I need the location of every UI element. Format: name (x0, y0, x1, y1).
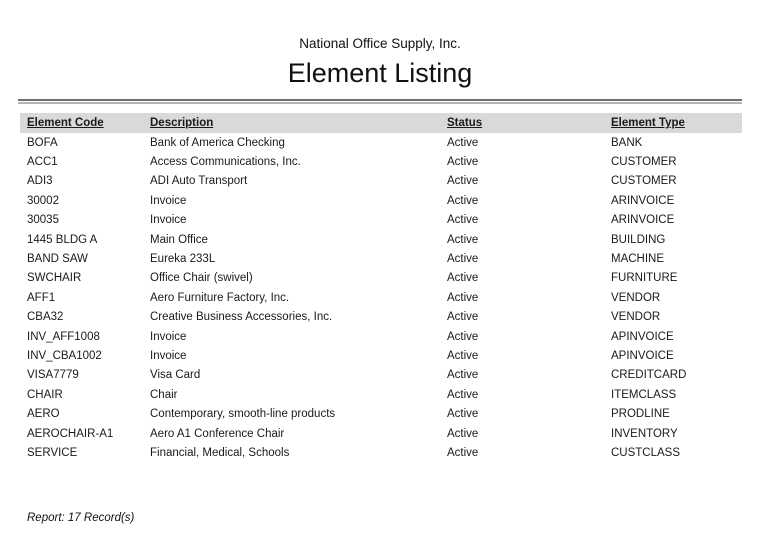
cell-status: Active (447, 369, 479, 382)
cell-status: Active (447, 156, 479, 169)
cell-element-code: BOFA (27, 136, 58, 149)
cell-status: Active (447, 330, 479, 343)
cell-element-code: SERVICE (27, 446, 78, 459)
cell-element-code: CHAIR (27, 388, 63, 401)
cell-description: Bank of America Checking (150, 136, 285, 149)
header-divider (18, 99, 742, 104)
page-title: Element Listing (287, 58, 473, 88)
cell-status: Active (447, 175, 479, 188)
table-row (20, 346, 742, 365)
cell-status: Active (447, 233, 479, 246)
cell-element-code: ADI3 (27, 175, 53, 188)
cell-status: Active (447, 408, 479, 421)
column-header-label: Element Code (27, 117, 104, 129)
cell-element-code: AEROCHAIR-A1 (27, 427, 114, 440)
cell-element-code: 1445 BLDG A (27, 233, 98, 246)
cell-status: Active (447, 311, 479, 324)
table-row (20, 366, 742, 385)
table-row (20, 443, 742, 462)
column-header-label: Element Type (611, 117, 685, 129)
table-row (20, 327, 742, 346)
cell-element-type: BUILDING (611, 233, 666, 246)
table-row (20, 424, 742, 443)
cell-element-code: AERO (27, 408, 60, 421)
table-row (20, 133, 742, 152)
column-header-element-code (20, 117, 143, 129)
table-header-row (20, 113, 742, 133)
cell-element-type: PRODLINE (611, 408, 670, 421)
cell-element-code: AFF1 (27, 291, 56, 304)
cell-element-code: ACC1 (27, 156, 58, 169)
cell-element-type: APINVOICE (611, 349, 674, 362)
table-row (20, 211, 742, 230)
cell-description: Office Chair (swivel) (150, 272, 253, 285)
cell-element-type: APINVOICE (611, 330, 674, 343)
cell-description: Visa Card (150, 369, 201, 382)
cell-element-type: CUSTOMER (611, 156, 677, 169)
cell-element-code: VISA7779 (27, 369, 79, 382)
cell-status: Active (447, 388, 479, 401)
cell-description: Chair (150, 388, 178, 401)
cell-status: Active (447, 272, 479, 285)
cell-element-type: VENDOR (611, 311, 661, 324)
cell-description: Invoice (150, 194, 187, 207)
column-header-status (440, 117, 604, 129)
cell-description: Creative Business Accessories, Inc. (150, 311, 333, 324)
company-name: National Office Supply, Inc. (299, 36, 461, 51)
cell-element-type: CUSTOMER (611, 175, 677, 188)
cell-status: Active (447, 214, 479, 227)
column-header-element-type (604, 117, 742, 129)
cell-element-type: CREDITCARD (611, 369, 687, 382)
cell-status: Active (447, 349, 479, 362)
cell-element-type: CUSTCLASS (611, 446, 681, 459)
table-row (20, 404, 742, 423)
table-row (20, 172, 742, 191)
cell-description: Eureka 233L (150, 253, 216, 266)
cell-description: Access Communications, Inc. (150, 156, 301, 169)
cell-status: Active (447, 291, 479, 304)
cell-description: Invoice (150, 214, 187, 227)
cell-status: Active (447, 253, 479, 266)
cell-element-type: ARINVOICE (611, 194, 675, 207)
cell-description: Invoice (150, 330, 187, 343)
cell-description: Main Office (150, 233, 208, 246)
cell-element-code: BAND SAW (27, 253, 88, 266)
cell-element-code: SWCHAIR (27, 272, 82, 285)
column-header-description (143, 117, 440, 129)
table-row (20, 249, 742, 268)
cell-description: Financial, Medical, Schools (150, 446, 290, 459)
cell-status: Active (447, 136, 479, 149)
table-row (20, 191, 742, 210)
cell-status: Active (447, 446, 479, 459)
table-row (20, 385, 742, 404)
cell-status: Active (447, 194, 479, 207)
report-header (0, 0, 760, 88)
table-row (20, 288, 742, 307)
table-row (20, 230, 742, 249)
cell-element-code: INV_CBA1002 (27, 349, 102, 362)
cell-description: Aero A1 Conference Chair (150, 427, 285, 440)
table-row (20, 269, 742, 288)
cell-element-code: 30035 (27, 214, 59, 227)
cell-element-type: FURNITURE (611, 272, 678, 285)
cell-description: Contemporary, smooth-line products (150, 408, 336, 421)
table-row (20, 152, 742, 171)
element-listing-table (20, 113, 742, 463)
cell-element-type: MACHINE (611, 253, 665, 266)
column-header-label: Description (150, 117, 214, 129)
table-row (20, 308, 742, 327)
record-count-summary: Report: 17 Record(s) (27, 512, 135, 524)
cell-element-type: BANK (611, 136, 643, 149)
cell-element-type: VENDOR (611, 291, 661, 304)
cell-element-code: INV_AFF1008 (27, 330, 100, 343)
cell-element-type: ITEMCLASS (611, 388, 677, 401)
cell-element-type: INVENTORY (611, 427, 678, 440)
cell-element-code: 30002 (27, 194, 59, 207)
cell-description: ADI Auto Transport (150, 175, 248, 188)
table-body (20, 133, 742, 463)
cell-description: Aero Furniture Factory, Inc. (150, 291, 290, 304)
cell-status: Active (447, 427, 479, 440)
cell-description: Invoice (150, 349, 187, 362)
cell-element-type: ARINVOICE (611, 214, 675, 227)
cell-element-code: CBA32 (27, 311, 64, 324)
column-header-label: Status (447, 117, 483, 129)
